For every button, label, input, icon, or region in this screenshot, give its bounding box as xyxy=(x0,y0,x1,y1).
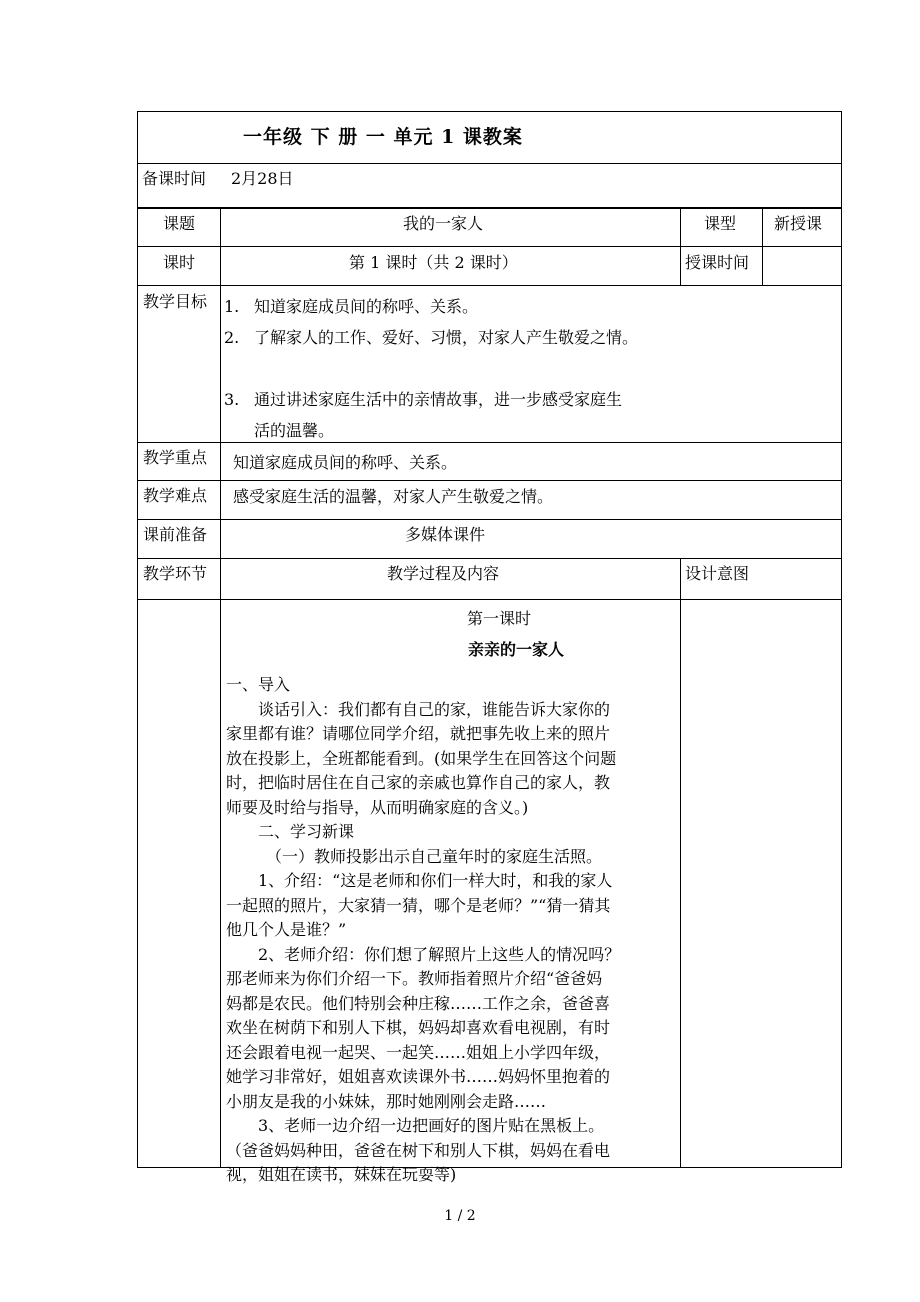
process-content-label: 教学过程及内容 xyxy=(387,564,500,583)
objective-text: 了解家人的工作、爱好、习惯，对家人产生敬爱之情。 xyxy=(254,328,639,347)
table-border xyxy=(137,558,842,559)
lesson-paragraph-line: （爸爸妈妈种田，爸爸在树下和别人下棋，妈妈在看电 xyxy=(226,1140,611,1160)
type-value: 新授课 xyxy=(774,214,823,233)
difficulty-label: 教学难点 xyxy=(143,486,208,505)
table-border xyxy=(680,208,681,286)
lesson-body xyxy=(226,673,682,1188)
teach-time-label: 授课时间 xyxy=(685,253,750,272)
objective-item xyxy=(224,389,622,411)
table-border xyxy=(137,480,842,481)
table-border xyxy=(137,111,842,112)
lesson-paragraph-line: 小朋友是我的小妹妹，那时她刚刚会走路…… xyxy=(226,1091,547,1111)
lesson-subheading: （一）教师投影出示自己童年时的家庭生活照。 xyxy=(266,846,603,866)
lesson-title: 亲亲的一家人 xyxy=(468,640,565,659)
lesson-paragraph-line: 时，把临时居住在自己家的亲戚也算作自己的家人，教 xyxy=(226,773,611,792)
table-border xyxy=(137,111,138,1168)
lesson-paragraph-line: 欢坐在树荫下和别人下棋，妈妈却喜欢看电视剧，有时 xyxy=(226,1018,611,1037)
key-point-label: 教学重点 xyxy=(143,448,208,467)
key-point-value: 知道家庭成员间的称呼、关系。 xyxy=(233,453,458,472)
objective-item xyxy=(224,296,478,318)
topic-label: 课题 xyxy=(163,214,196,233)
process-label: 教学环节 xyxy=(143,564,208,583)
objective-number: 3. xyxy=(224,390,240,409)
table-border xyxy=(137,599,842,600)
lesson-paragraph-line: 放在投影上，全班都能看到。(如果学生在回答这个问题 xyxy=(226,748,617,768)
preparation-value: 多媒体课件 xyxy=(405,525,486,544)
table-border xyxy=(137,442,842,443)
objective-text: 通过讲述家庭生活中的亲情故事，进一步感受家庭生 xyxy=(254,390,623,409)
lesson-paragraph-line: 一起照的照片，大家猜一猜，哪个是老师？”“猜一猜其 xyxy=(226,895,611,915)
objective-item xyxy=(224,327,638,349)
lesson-heading: 二、学习新课 xyxy=(258,822,355,841)
table-border xyxy=(220,208,221,1168)
period-title: 第一课时 xyxy=(467,609,532,628)
type-label: 课型 xyxy=(704,214,737,233)
page-title: 一年级 下 册 一 单元 1 课教案 xyxy=(243,126,523,148)
lesson-paragraph-line: 谈话引入：我们都有自己的家，谁能告诉大家你的 xyxy=(258,699,611,719)
period-value: 第 1 课时（共 2 课时） xyxy=(349,253,518,272)
objective-number: 1. xyxy=(224,297,240,316)
objective-continuation: 活的温馨。 xyxy=(254,421,335,440)
prep-time-label: 备课时间 xyxy=(142,169,207,188)
objective-number: 2. xyxy=(224,328,240,347)
table-border xyxy=(841,111,842,1168)
topic-value: 我的一家人 xyxy=(403,214,484,233)
period-label: 课时 xyxy=(163,253,196,272)
lesson-paragraph-line: 2、老师介绍：你们想了解照片上这些人的情况吗？ xyxy=(258,944,621,964)
objectives-label: 教学目标 xyxy=(143,292,208,311)
lesson-paragraph-line: 她学习非常好，姐姐喜欢读课外书……妈妈怀里抱着的 xyxy=(226,1067,611,1086)
lesson-paragraph-line: 家里都有谁？请哪位同学介绍，就把事先收上来的照片 xyxy=(226,724,611,743)
objective-text: 知道家庭成员间的称呼、关系。 xyxy=(254,297,479,316)
lesson-paragraph-line: 师要及时给与指导，从而明确家庭的含义。) xyxy=(226,797,529,817)
lesson-paragraph-line: 1、介绍：“这是老师和你们一样大时，和我的家人 xyxy=(258,871,613,890)
table-border xyxy=(137,519,842,520)
table-border xyxy=(137,163,842,164)
prep-time-value: 2月28日 xyxy=(231,169,294,188)
lesson-heading: 一、导入 xyxy=(226,675,291,694)
table-border xyxy=(762,208,763,286)
lesson-paragraph-line: 3、老师一边介绍一边把画好的图片贴在黑板上。 xyxy=(258,1116,605,1135)
page-number: 1 / 2 xyxy=(444,1208,476,1224)
table-border xyxy=(137,285,842,286)
lesson-paragraph-line: 还会跟着电视一起哭、一起笑……姐姐上小学四年级， xyxy=(226,1042,611,1062)
lesson-paragraph-line: 视，姐姐在读书，妹妹在玩耍等) xyxy=(226,1165,457,1184)
design-intent-label: 设计意图 xyxy=(685,564,750,583)
table-border xyxy=(137,246,842,247)
lesson-paragraph-line: 妈都是农民。他们特别会种庄稼……工作之余，爸爸喜 xyxy=(226,993,611,1013)
table-border xyxy=(137,208,842,209)
difficulty-value: 感受家庭生活的温馨，对家人产生敬爱之情。 xyxy=(233,487,554,506)
lesson-paragraph-line: 那老师来为你们介绍一下。教师指着照片介绍“爸爸妈 xyxy=(226,969,603,988)
lesson-paragraph-line: 他几个人是谁？” xyxy=(226,920,347,939)
preparation-label: 课前准备 xyxy=(143,525,208,544)
